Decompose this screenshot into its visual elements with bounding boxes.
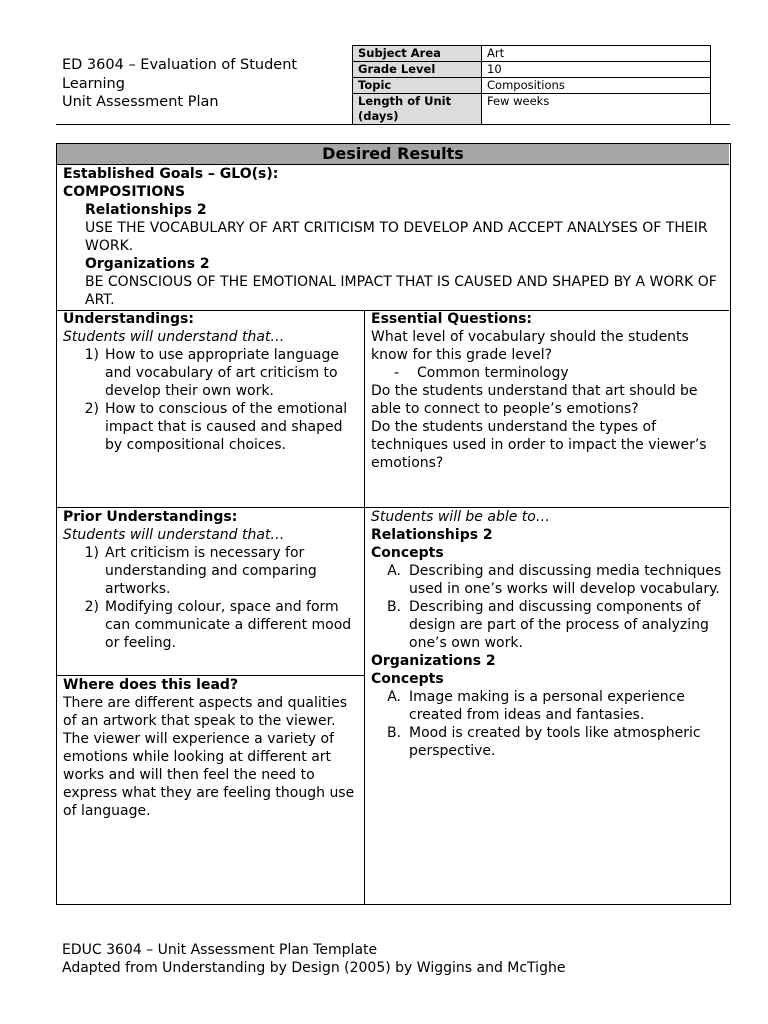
essential-questions-cell bbox=[371, 310, 723, 472]
list-item bbox=[61, 544, 360, 598]
concepts-heading: Concepts bbox=[371, 671, 444, 687]
info-label: Topic bbox=[353, 78, 482, 94]
list-item bbox=[363, 724, 723, 760]
info-value: 10 bbox=[482, 62, 711, 78]
item-text: How to use appropriate language and vocabulary of art criticism to develop their own work. bbox=[105, 347, 339, 399]
lead-heading: Where does this lead? bbox=[63, 677, 239, 693]
list-item bbox=[61, 598, 360, 652]
item-letter: B. bbox=[386, 599, 401, 615]
footer-line: Adapted from Understanding by Design (2005) by Wiggins and McTighe bbox=[62, 960, 566, 976]
item-number: 1) bbox=[84, 347, 99, 363]
item-text: Modifying colour, space and form can communicate a different mood or feeling. bbox=[105, 599, 352, 651]
unit-info-table bbox=[352, 45, 711, 125]
title-line: Unit Assessment Plan bbox=[62, 94, 219, 110]
goal-text: USE THE VOCABULARY OF ART CRITICISM TO DEVELOP AND ACCEPT ANALYSES OF THEIR WORK. bbox=[85, 220, 708, 254]
concepts-heading: Concepts bbox=[371, 545, 444, 561]
item-text: Describing and discussing components of design are part of the process of analyzing one’s own work. bbox=[409, 599, 709, 651]
info-label: Grade Level bbox=[353, 62, 482, 78]
info-row bbox=[353, 62, 711, 78]
info-value: Few weeks bbox=[482, 94, 711, 125]
question: What level of vocabulary should the students know for this grade level? bbox=[371, 329, 689, 363]
list-item bbox=[371, 364, 723, 382]
item-text: Common terminology bbox=[417, 365, 569, 381]
list-item bbox=[61, 400, 360, 454]
goals-topic: COMPOSITIONS bbox=[63, 184, 186, 200]
skills-cell bbox=[371, 508, 723, 760]
lead-text: There are different aspects and qualities of an artwork that speak to the viewer. The viewer will experience a variety of emotions while looking at different art works and will then feel the need to express what they are feeling though use of language. bbox=[63, 695, 355, 819]
header-divider bbox=[56, 124, 730, 125]
item-letter: B. bbox=[386, 725, 401, 741]
question: Do the students understand that art should be able to connect to people’s emotions? bbox=[371, 383, 698, 417]
prior-heading: Prior Understandings: bbox=[63, 509, 238, 525]
item-number: 2) bbox=[84, 401, 99, 417]
prior-intro: Students will understand that… bbox=[63, 527, 285, 543]
question: Do the students understand the types of techniques used in order to impact the viewer’s emotions? bbox=[371, 419, 707, 471]
goal-title: Relationships 2 bbox=[85, 202, 207, 218]
skills-intro: Students will be able to… bbox=[371, 509, 550, 525]
understandings-cell bbox=[63, 310, 360, 454]
skills-heading: Organizations 2 bbox=[371, 653, 496, 669]
list-item bbox=[363, 562, 723, 598]
info-row bbox=[353, 46, 711, 62]
understandings-heading: Understandings: bbox=[63, 311, 194, 327]
established-goals bbox=[63, 165, 723, 309]
goals-heading: Established Goals – GLO(s): bbox=[63, 166, 279, 182]
item-number: 1) bbox=[84, 545, 99, 561]
title-line: Learning bbox=[62, 75, 125, 92]
understandings-intro: Students will understand that… bbox=[63, 329, 285, 345]
skills-heading: Relationships 2 bbox=[371, 527, 493, 543]
item-bullet: - bbox=[393, 365, 399, 381]
item-text: Mood is created by tools like atmospheric perspective. bbox=[409, 725, 701, 759]
section-heading: Desired Results bbox=[57, 144, 729, 165]
footer-line: EDUC 3604 – Unit Assessment Plan Template bbox=[62, 942, 378, 958]
item-letter: A. bbox=[387, 689, 401, 705]
item-letter: A. bbox=[387, 563, 401, 579]
goal-text: BE CONSCIOUS OF THE EMOTIONAL IMPACT THAT IS CAUSED AND SHAPED BY A WORK OF ART. bbox=[85, 274, 717, 308]
info-value: Art bbox=[482, 46, 711, 62]
item-text: Describing and discussing media techniques used in one’s works will develop vocabulary. bbox=[409, 563, 722, 597]
essential-questions-heading: Essential Questions: bbox=[371, 311, 533, 327]
prior-understandings-cell bbox=[63, 508, 360, 652]
lead-cell bbox=[63, 676, 360, 820]
info-value: Compositions bbox=[482, 78, 711, 94]
item-text: Image making is a personal experience created from ideas and fantasies. bbox=[409, 689, 685, 723]
info-label: Subject Area bbox=[353, 46, 482, 62]
list-item bbox=[363, 688, 723, 724]
document-title bbox=[62, 56, 352, 112]
item-number: 2) bbox=[84, 599, 99, 615]
info-row bbox=[353, 78, 711, 94]
item-text: Art criticism is necessary for understanding and comparing artworks. bbox=[105, 545, 317, 597]
goal-title: Organizations 2 bbox=[85, 256, 210, 272]
item-text: How to conscious of the emotional impact that is caused and shaped by compositional choices. bbox=[105, 401, 348, 453]
list-item bbox=[363, 598, 723, 652]
title-line: ED 3604 – Evaluation of Student bbox=[62, 57, 298, 73]
info-row bbox=[353, 94, 711, 125]
info-label: Length of Unit (days) bbox=[353, 94, 482, 125]
list-item bbox=[61, 346, 360, 400]
page-footer bbox=[62, 941, 565, 977]
